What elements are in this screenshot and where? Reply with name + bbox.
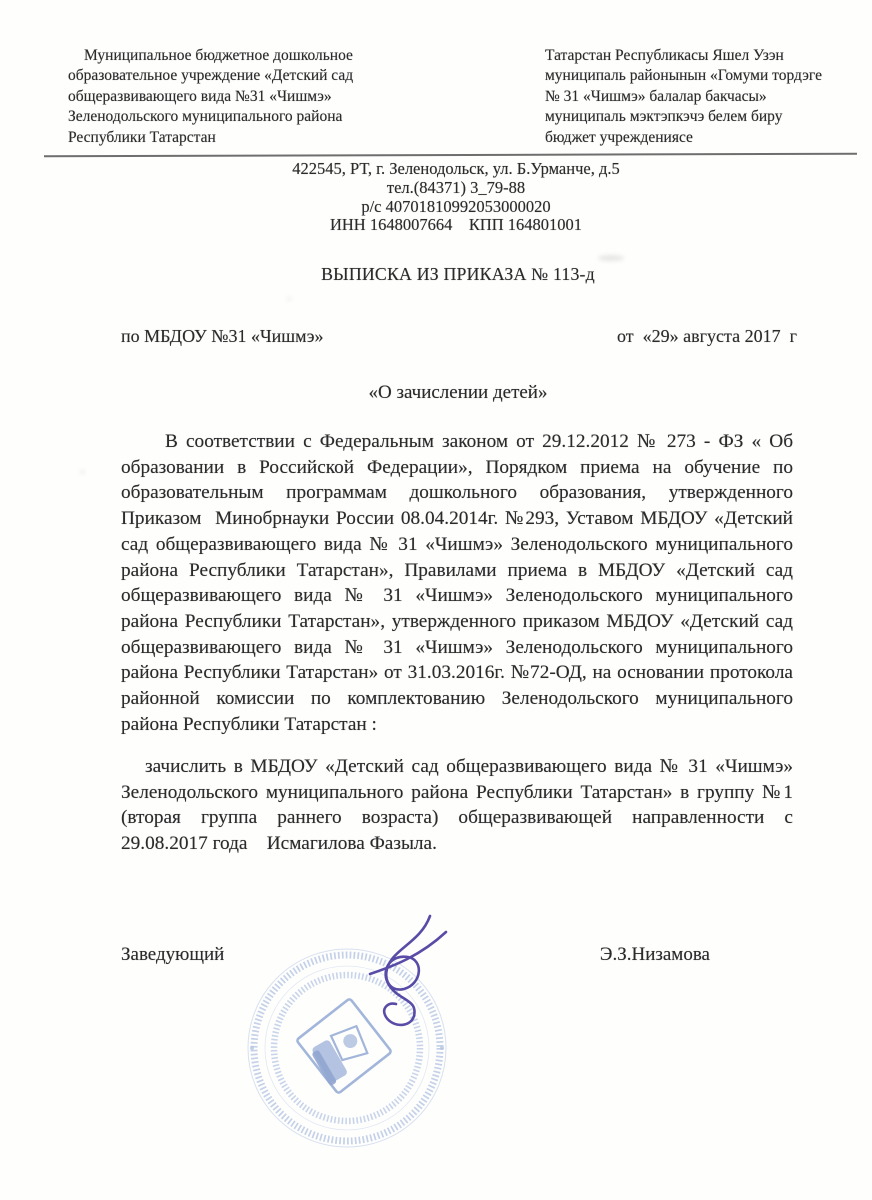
requisites-phone: тел.(84371) 3_79-88 [386, 177, 526, 197]
org-requisites [40, 160, 872, 235]
body-paragraph-legal-basis: В соответствии с Федеральным законом от 29.12.2012 № 273 - ФЗ « Об образовании в Российской Федерации», Порядком приема на обучение по образовательным программам дошкольного образования, утвержденного Приказом Минобрнауки России 08.04.2014г. №293, Уставом МБДОУ «Детский сад общеразвивающего вида № 31 «Чишмэ» Зеленодольского муниципального района Республики Татарстан», Правилами приема в МБДОУ «Детский сад общеразвивающего вида № 31 «Чишмэ» Зеленодольского муниципального района Республики Татарстан», утвержденного приказом МБДОУ «Детский сад общеразвивающего вида № 31 «Чишмэ» Зеленодольского муниципального района Республики Татарстан» от 31.03.2016г. №72-ОД, на основании протокола районной комиссии по комплектованию Зеленодольского муниципального района Республики Татарстан : [121, 431, 793, 735]
org-name-tat-line: № 31 «Чишмэ» балалар бакчасы» [545, 87, 767, 105]
document-title: ВЫПИСКА ИЗ ПРИКАЗА № 113-д [321, 264, 595, 284]
org-name-tat-line: бюджет учреждениясе [545, 128, 693, 146]
org-name-ru-line: Зеленодольского муниципального района [68, 108, 343, 126]
org-name-ru-line: образовательное учреждение «Детский сад [68, 67, 354, 85]
handwritten-signature-icon [342, 912, 474, 1030]
document-subject: «О зачислении детей» [368, 382, 548, 403]
scan-smudge [286, 297, 292, 301]
body-paragraph-enrollment: зачислить в МБДОУ «Детский сад общеразвивающего вида № 31 «Чишмэ» Зеленодольского муниципального района Республики Татарстан» в группу №1 (вторая группа раннего возраста) общеразвивающей направленности с 29.08.2017 года Исмагилова Фазыла. [121, 756, 793, 855]
org-name-tat-line: муниципаль районынын «Гомуми тордэге [545, 67, 822, 85]
org-name-ru-line: Муниципальное бюджетное дошкольное [84, 47, 353, 64]
scan-smudge [598, 255, 624, 261]
requisites-account: р/с 40701810992053000020 [361, 196, 551, 216]
signatory-name: Э.З.Низамова [599, 944, 710, 965]
requisites-address: 422545, РТ, г. Зеленодольск, ул. Б.Урманче, д.5 [292, 159, 620, 178]
org-name-tat-line: Татарстан Республикасы Яшел Узэн [545, 47, 784, 64]
org-name-ru-line: Республики Татарстан [68, 128, 216, 146]
letterhead-divider-line [44, 153, 857, 158]
scan-smudge [80, 470, 85, 474]
org-name-ru-line: общеразвивающего вида №31 «Чишмэ» [68, 87, 332, 105]
document-date: от «29» августа 2017 г [617, 326, 797, 346]
requisites-inn-kpp: ИНН 1648007664 КПП 164801001 [329, 215, 583, 235]
org-name-tatar [545, 46, 850, 148]
document-org-ref: по МБДОУ №31 «Чишмэ» [121, 326, 324, 346]
org-name-russian [68, 46, 408, 148]
org-name-tat-line: муниципаль мэктэпкэчэ белем биру [545, 108, 783, 126]
document-meta-row [121, 326, 797, 347]
signatory-role: Заведующий [121, 944, 225, 965]
